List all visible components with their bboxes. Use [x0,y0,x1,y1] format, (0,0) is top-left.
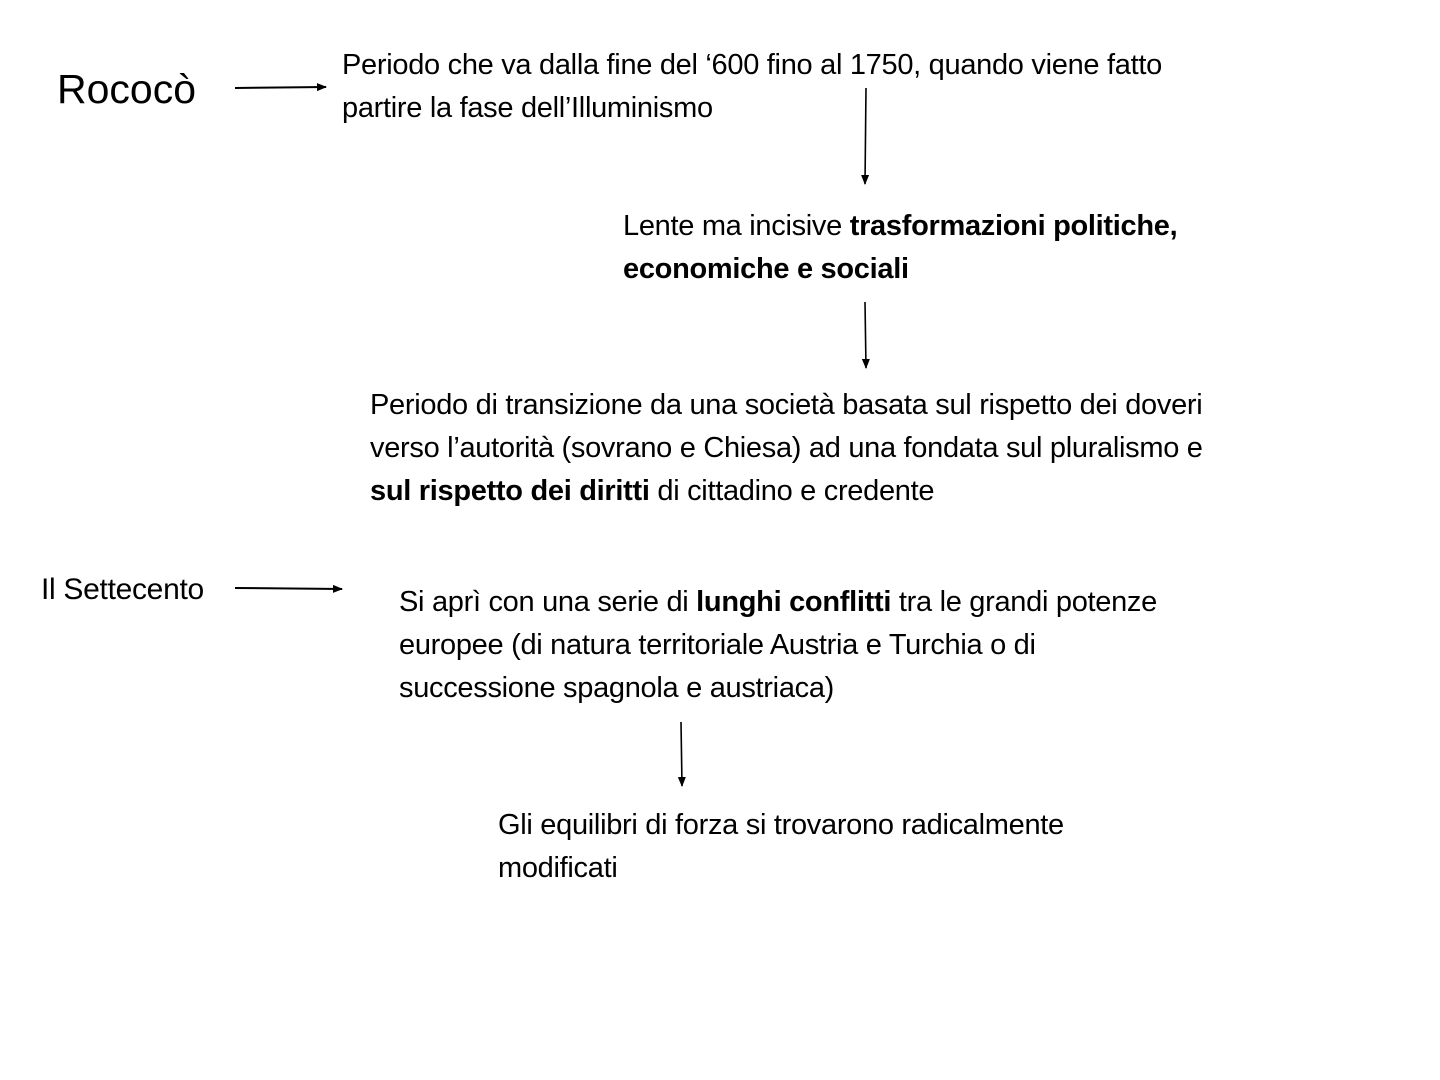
conflicts-node [399,581,1157,710]
result-line-1: Gli equilibri di forza si trovarono radicalmente [498,809,1064,841]
arrow-down-icon [681,722,682,786]
conflicts-suffix: tra le grandi potenze [891,586,1157,618]
conflicts-bold: lunghi conflitti [696,586,892,618]
conflicts-line-1 [399,581,1157,624]
conflicts-prefix: Si aprì con una serie di [399,586,697,618]
conflicts-line-3: successione spagnola e austriaca) [399,672,835,704]
conflicts-line-2: europee (di natura territoriale Austria e Turchia o di [399,629,1036,661]
result-line-2: modificati [498,852,618,884]
rococo-definition-line-2: partire la fase dell’Illuminismo [342,92,713,124]
arrow-down-icon [865,302,866,368]
transformations-prefix: Lente ma incisive [623,210,850,242]
arrow-right-icon [235,588,342,589]
transition-bold: sul rispetto dei diritti [370,475,650,507]
result-node [498,804,1064,890]
transition-line-1: Periodo di transizione da una società basata sul rispetto dei doveri [370,389,1203,421]
transformations-bold-2: economiche e sociali [623,253,909,285]
arrow-right-icon [235,87,326,88]
rococo-definition-line-1: Periodo che va dalla fine del ‘600 fino al 1750, quando viene fatto [342,49,1162,81]
transformations-node [623,205,1177,291]
transition-line-2: verso l’autorità (sovrano e Chiesa) ad una fondata sul pluralismo e [370,432,1203,464]
rococo-title: Rococò [57,66,197,112]
settecento-title: Il Settecento [41,573,204,606]
rococo-definition [342,44,1162,130]
transformations-bold-1: trasformazioni politiche, [849,210,1178,242]
transformations-line-1 [623,205,1177,248]
transition-line-3 [370,470,1203,513]
transition-node [370,384,1203,513]
transition-rest: di cittadino e credente [649,475,935,507]
transformations-line-2 [623,248,1177,291]
